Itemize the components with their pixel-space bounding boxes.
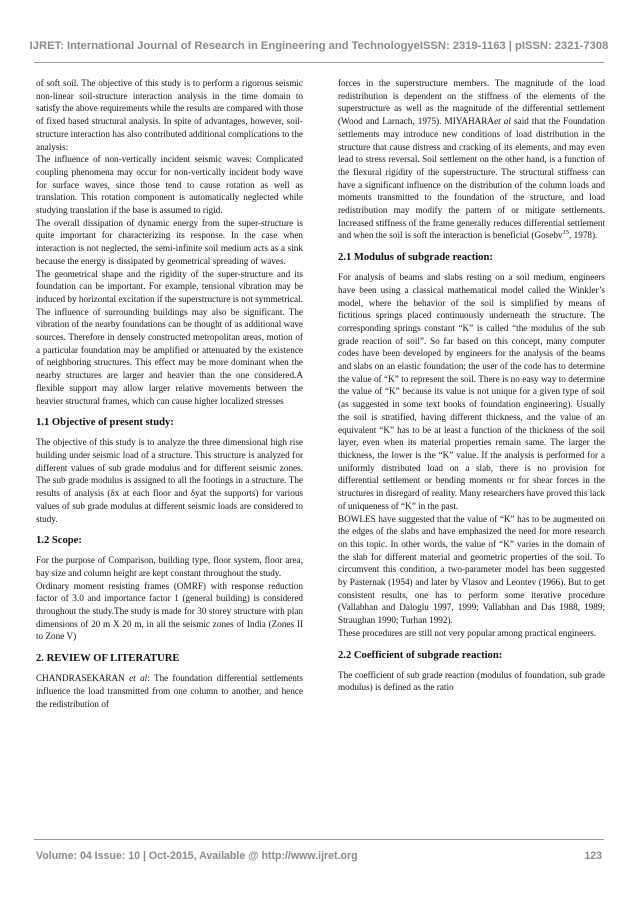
paragraph: Ordinary moment resisting frames (OMRF) with response reduction factor of 3.0 and importance factor 1 (general building) is considered throughout the study.The study is made for 30 storey structure with plan dimensions of 20 m X 20 m, in all the seismic zones of India (Zones II to Zone V): [36, 580, 303, 642]
section-heading: 2.2 Coefficient of subgrade reaction:: [338, 649, 503, 661]
journal-header: IJRET: International Journal of Research in Engineering and TechnologyeISSN: 2319-1163 | pISSN: 2321-7308: [29, 40, 609, 52]
paragraph: For the purpose of Comparison, building type, floor system, floor area, bay size and column height are kept constant throughout the study.: [36, 555, 303, 578]
paragraph: The influence of non-vertically incident seismic waves: Complicated coupling phenomena may occur for non-vertically incident body wave for surface waves, since those tend to cause rotation as well as translation. This rotation component is automatically neglected while studying translation if the base is assumed to rigid.: [36, 154, 303, 216]
citation-superscript: 15: [562, 229, 570, 237]
section-heading: 1.1 Objective of present study:: [36, 417, 174, 429]
author-name: CHANDRASEKARAN: [36, 673, 130, 684]
paragraph: For analysis of beams and slabs resting on a soil medium, engineers have been using a classical mathematical model called the Winkler’s model, where the behavior of the soil is simplified by means of fictitious springs placed continuously underneath the structure. The corresponding springs constant “K” is called “the modulus of the sub grade reaction of soil”. So far based on this concept, many computer codes have been developed by engineers for the analysis of the beams and slabs on an elastic foundation; the user of the code has to determine the value of “K” to represent the soil. There is no easy way to determine the value of “K” because its value is not unique for a given type of soil (as suggested in some text books of foundation engineering). Usually the soil is stratified, having different thickness, and the value of an equivalent “K” has to be at least a function of the thickness of the soil layer, even when its material properties remain same. The larger the thickness, the lower is the “K” value. If the analysis is performed for a uniformly distributed load on a slab, there is no provision for differential settlement or bending moments or for shear forces in the structures in disregard of reality. Many researchers have proved this lack of uniqueness of “K” in the past.: [338, 272, 606, 511]
right-column: [338, 77, 605, 694]
paragraph-text: forces in the superstructure members. The magnitude of the load redistribution is dependent on the stiffness of the elements of the superstructure as well as the magnitude of the differential settlement (Wood and Larnach, 1975). MIYAHARA: [338, 78, 605, 127]
footer-volume: Volume: 04 Issue: 10 | Oct-2015, Available @ http://www.ijret.org: [36, 850, 358, 862]
paragraph: The objective of this study is to analyze the three dimensional high rise building under seismic load of a structure. This structure is analyzed for different values of sub grade modulus and for different seismic zones. The sub grade modulus is assigned to all the footings in a structure. The results of analysis (δx at each floor and δyat the supports) for various values of sub grade modulus at different seismic loads are considered to study.: [36, 437, 303, 524]
section-heading: 2. REVIEW OF LITERATURE: [36, 653, 180, 665]
header-rule: [34, 62, 604, 63]
left-column: [36, 77, 303, 710]
paragraph: These procedures are still not very popular among practical engineers.: [338, 627, 597, 638]
footer-rule: [34, 839, 604, 840]
paragraph: The geometrical shape and the rigidity of the super-structure and its foundation can be important. For example, tensional vibration may be induced by horizontal excitation if the superstructure is not symmetrical.: [36, 268, 303, 304]
et-al: et al: [129, 673, 148, 684]
et-al: et al: [494, 116, 511, 127]
paragraph: The coefficient of sub grade reaction (modulus of foundation, sub grade modulus) is defined as the ratio: [338, 669, 605, 693]
paragraph: of soft soil. The objective of this study is to perform a rigorous seismic non-linear soil-structure interaction analysis in the time domain to satisfy the above requirements while the results are compared with those of fixed based structural analysis. In spite of advantages, however, soil-structure interaction has also contributed additional complications to the analysis:: [36, 78, 303, 152]
section-heading: 2.1 Modulus of subgrade reaction:: [338, 252, 493, 264]
paragraph-text: , 1978).: [569, 230, 598, 241]
paragraph: [338, 77, 605, 242]
page-number: 123: [584, 850, 602, 862]
paragraph-text: : The foundation differential settlements influence the load transmitted from one column to another, and hence the redistribution of: [36, 673, 303, 709]
paragraph: BOWLES have suggested that the value of “K” has to be augmented on the edges of the slabs and have emphasized the need for more research on this topic. In other words, the value of “K” varies in the domain of the slab for different material and geometric properties of the soil. To circumvent this condition, a two-parameter model has been suggested by Pasternak (1954) and later by Vlasov and Leontev (1966). But to get consistent results, one has to perform some iterative procedure (Vallabhan and Daloglu 1997, 1999; Vallabhan and Das 1988, 1989; Straughan 1990; Turhan 1992).: [338, 513, 605, 626]
paragraph: The influence of surrounding buildings may also be significant. The vibration of the nearby foundations can be thought of as additional wave sources. Therefore in densely constructed metropolitan areas, motion of a particular foundation may be amplified or attenuated by the existence of neighboring structures. This effect may be more dominant when the nearby structures are larger and heavier than the one considered.A flexible support may allow larger relative movements between the heavier structural frames, which can cause higher localized stresses: [36, 306, 303, 406]
paragraph: The overall dissipation of dynamic energy from the super-structure is quite important for characterizing its response. In the case when interaction is not neglected, the semi-infinite soil medium acts as a sink because the energy is dissipated by geometrical spreading of waves.: [36, 217, 303, 266]
paragraph: [36, 672, 303, 710]
paragraph-text: said that the Foundation settlements may introduce new conditions of load distribution in the structure that cause distress and cracking of its elements, and may even lead to stress reversal. Soil settlement on the other hand, is a function of the flexural rigidity of the superstructure. The structural stiffness can have a significant influence on the distribution of the column loads and moments transmitted to the foundation of the structure, and load redistribution may modify the pattern of or mitigate settlements. Increased stiffness of the frame generally reduces differential settlement and when the soil is soft the interaction is beneficial (Gosebv: [338, 116, 605, 241]
section-heading: 1.2 Scope:: [36, 535, 82, 547]
